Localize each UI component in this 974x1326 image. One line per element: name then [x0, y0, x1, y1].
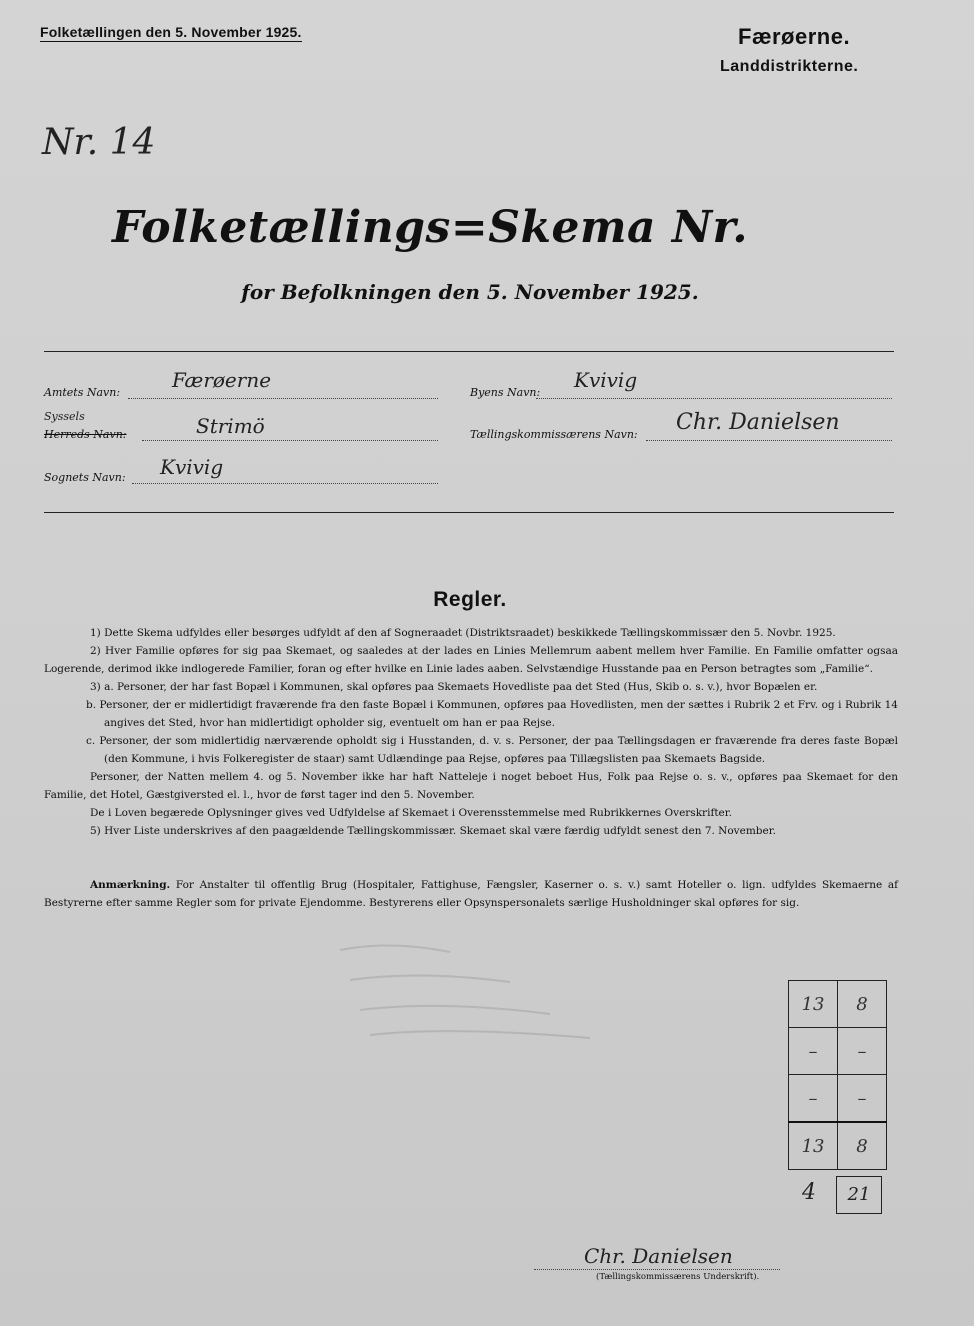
- rule-3a: 3) a. Personer, der har fast Bopæl i Kommunen, skal opføres paa Skemaets Hovedliste paa det Sted (Hus, Skib o. s. v.), hvor Bopælen er.: [90, 681, 818, 693]
- herred-correction: Syssels: [44, 410, 85, 423]
- tally-cell: –: [789, 1075, 838, 1123]
- herred-line: [142, 440, 438, 441]
- tally-cell: 8: [838, 1122, 887, 1170]
- tally-cell: –: [838, 1028, 887, 1075]
- rule-1: 1) Dette Skema udfyldes eller besørges udfyldt af den af Sogneraadet (Distriktsraadet) beskikkede Tællingskommissær den 5. Novbr. 1925.: [90, 627, 836, 639]
- census-date-header: Folketællingen den 5. November 1925.: [40, 24, 302, 40]
- byen-value: Kvivig: [574, 368, 638, 392]
- signature-caption: (Tællingskommissærens Underskrift).: [596, 1272, 760, 1282]
- rule-2: 2) Hver Familie opføres for sig paa Skemaet, og saaledes at der lades en Linies Mellemrum aabent mellem hver Familie. En Familie omfatter ogsaa Logerende, derimod ikke indlogerede Familier, foran og efter hvilke en Linie lades aaben. Selvstændige Husstande paa en Person betragtes som „Familie“.: [44, 645, 898, 675]
- rule-3c: c. Personer, der som midlertidig nærværende opholdt sig i Husstanden, d. v. s. Personer, der paa Tællingsdagen er fraværende fra deres faste Bopæl (den Kommune, i hvis Folkeregister de staar) samt Udlændinge paa Rejse, opføres paa Tillægslisten paa Skemaets Bagside.: [86, 735, 898, 765]
- tally-cell: 13: [789, 1122, 838, 1170]
- tally-row: [789, 1122, 887, 1170]
- tally-cell: 13: [789, 981, 838, 1028]
- kommissaer-line: [646, 440, 892, 441]
- sogn-label: Sognets Navn:: [44, 471, 126, 484]
- region-header: Færøerne.: [738, 24, 851, 49]
- herred-value: Strimö: [196, 414, 265, 438]
- rules-text: [44, 624, 898, 840]
- amt-label: Amtets Navn:: [44, 386, 121, 399]
- tally-row: [789, 981, 887, 1028]
- anmaerkning-note: [44, 876, 898, 912]
- bleed-through-icon: [330, 930, 630, 1050]
- byen-label: Byens Navn:: [470, 386, 541, 399]
- tally-table: [788, 980, 887, 1170]
- tally-cell: –: [838, 1075, 887, 1123]
- kommissaer-label: Tællingskommissærens Navn:: [470, 428, 638, 441]
- signature-handwriting: Chr. Danielsen: [584, 1244, 733, 1268]
- bleed-through-marks: [330, 930, 630, 1050]
- rule-5: 5) Hver Liste underskrives af den paagældende Tællingskommissær. Skemaet skal være færdig udfyldt senest den 7. November.: [90, 825, 776, 837]
- handwritten-form-number: Nr. 14: [42, 122, 156, 163]
- form-subtitle: for Befolkningen den 5. November 1925.: [241, 280, 699, 304]
- herred-label: Herreds Navn:: [44, 428, 127, 441]
- rule-3b: b. Personer, der er midlertidigt fraværende fra den faste Bopæl i Kommunen, opføres paa Hovedlisten, men der sættes i Rubrik 2 et Frv. og i Rubrik 14 angives det Sted, hvor han midlertidigt opholder sig, eventuelt om han er paa Rejse.: [86, 699, 898, 729]
- rule-4: De i Loven begærede Oplysninger gives ved Udfyldelse af Skemaet i Overensstemmelse med Rubrikkernes Overskrifter.: [90, 807, 732, 819]
- sogn-value: Kvivig: [160, 455, 224, 479]
- tally-cell: 8: [838, 981, 887, 1028]
- tally-total-left: 4: [802, 1180, 816, 1205]
- kommissaer-value: Chr. Danielsen: [676, 410, 840, 435]
- tally-cell: –: [789, 1028, 838, 1075]
- district-header: Landdistrikterne.: [720, 58, 859, 75]
- form-title: Folketællings=Skema Nr.: [111, 202, 749, 253]
- top-divider: [44, 351, 894, 352]
- fields-divider: [44, 512, 894, 513]
- rules-title: Regler.: [433, 588, 507, 611]
- signature-line: [534, 1269, 780, 1270]
- tally-row: [789, 1075, 887, 1123]
- sogn-line: [132, 483, 438, 484]
- byen-line: [536, 398, 892, 399]
- anmaerkning-label: Anmærkning.: [90, 879, 171, 891]
- amt-line: [128, 398, 438, 399]
- rule-3d: Personer, der Natten mellem 4. og 5. November ikke har haft Natteleje i noget beboet Hus, Folk paa Rejse o. s. v., opføres paa Skemaet for den Familie, det Hotel, Gæstgiversted el. l., hvor de først tager ind den 5. November.: [44, 771, 898, 801]
- amt-value: Færøerne: [172, 368, 272, 392]
- anmaerkning-text: For Anstalter til offentlig Brug (Hospitaler, Fattighuse, Fængsler, Kaserner o. s. v.) samt Hoteller o. lign. udfyldes Skemaerne af Bestyrerne efter samme Regler som for private Ejendomme. Bestyrerens eller Opsynspersonalets særlige Husholdninger skal opføres for sig.: [44, 879, 898, 909]
- tally-total-right: 21: [836, 1176, 882, 1214]
- tally-row: [789, 1028, 887, 1075]
